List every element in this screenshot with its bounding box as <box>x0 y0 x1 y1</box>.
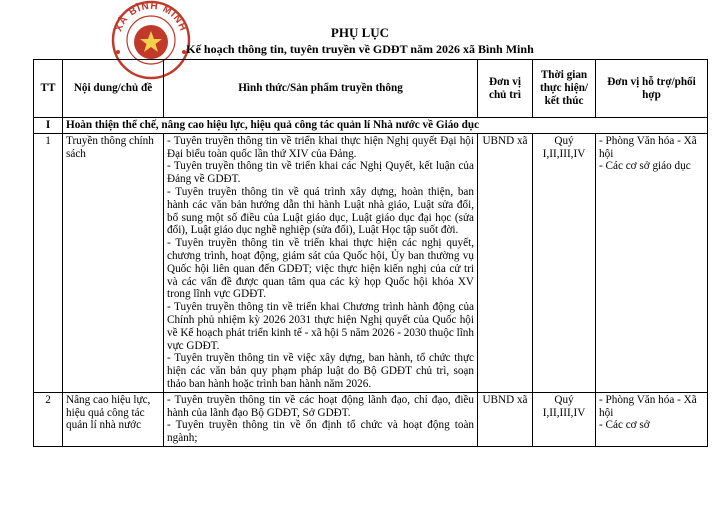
row-time: Quý I,II,III,IV <box>533 392 596 446</box>
form-item: - Tuyên truyền thông tin về triển khai thực hiện Nghị quyết Đại hội Đại biểu toàn quốc lần thứ XIV của Đảng. <box>167 134 474 160</box>
table-row <box>34 133 708 392</box>
table-row <box>34 392 708 446</box>
col-header-time: Thời gian thực hiện/ kết thúc <box>533 60 596 118</box>
col-header-content: Nội dung/chủ đề <box>63 60 164 118</box>
section-row <box>34 118 708 134</box>
col-header-partner: Đơn vị hỗ trợ/phối hợp <box>596 60 708 118</box>
form-item: - Tuyên truyền thông tin về triển khai thực hiện các nghị quyết, chương trình, hoạt động, giám sát của Quốc hội, Ủy ban thường vụ Quốc hội liên quan đến GDĐT; việc thực hiện kiến nghị của cử tri và các vấn đề được quan tâm qua các kỳ họp Quốc hội khóa XV trong lĩnh vực GDĐT. <box>167 237 474 301</box>
plan-table <box>33 59 708 447</box>
row-form <box>164 133 478 392</box>
partner-item: - Các cơ sở <box>599 419 650 432</box>
row-form <box>164 392 478 446</box>
svg-text:XÃ BÌNH MINH: XÃ BÌNH MINH <box>113 0 189 34</box>
row-owner: UBND xã <box>478 133 533 392</box>
partner-item: - Các cơ sở giáo dục <box>599 160 691 173</box>
row-number: 1 <box>34 133 63 392</box>
appendix-title: PHỤ LỤC <box>330 25 390 40</box>
form-item: - Tuyên truyền thông tin về ổn định tổ chức và hoạt động toàn ngành; <box>167 419 474 445</box>
section-title: Hoàn thiện thể chế, nâng cao hiệu lực, hiệu quả công tác quản lí Nhà nước về Giáo dục <box>63 118 708 134</box>
form-item: - Tuyên truyền thông tin về triển khai Chương trình hành động của Chính phủ nhiệm kỳ 2026 2031 thực hiện Nghị quyết của Quốc hội về Kế hoạch phát triển kinh tế - xã hội 5 năm 2026 - 2030 thuộc lĩnh vực GDĐT. <box>167 301 474 352</box>
row-partner <box>596 133 708 392</box>
form-item: - Tuyên truyền thông tin về việc xây dựng, ban hành, tổ chức thực hiện các văn bản quy phạm pháp luật do Bộ GDĐT chủ trì, soạn thảo ban hành hoặc trình ban hành năm 2026. <box>167 352 474 390</box>
table-header-row <box>34 60 708 118</box>
form-item: - Tuyên truyền thông tin về các hoạt động lãnh đạo, chỉ đạo, điều hành của lãnh đạo Bộ GDĐT, Sở GDĐT. <box>167 393 474 419</box>
partner-item: - Phòng Văn hóa - Xã hội <box>599 393 697 419</box>
plan-subtitle: Kế hoạch thông tin, tuyên truyền về GDĐT năm 2026 xã Bình Minh <box>186 42 534 56</box>
row-partner <box>596 392 708 446</box>
row-content: Nâng cao hiệu lực, hiệu quả công tác quản lí nhà nước <box>63 392 164 446</box>
col-header-tt: TT <box>34 60 63 118</box>
partner-item: - Phòng Văn hóa - Xã hội <box>599 134 697 160</box>
col-header-owner: Đơn vị chủ trì <box>478 60 533 118</box>
section-number: I <box>34 118 63 134</box>
row-number: 2 <box>34 392 63 446</box>
form-item: - Tuyên truyền thông tin về triển khai các Nghị Quyết, kết luận của Đảng về GDĐT. <box>167 160 474 186</box>
form-item: - Tuyên truyền thông tin về quá trình xây dựng, hoàn thiện, ban hành các văn bản hướng dẫn thi hành Luật nhà giáo, Luật sửa đổi, bổ sung một số điều của Luật giáo dục, Luật giáo dục đại học (sửa đổi), Luật giáo dục nghề nghiệp (sửa đổi), Luật Học tập suốt đời. <box>167 185 474 237</box>
row-owner: UBND xã <box>478 392 533 446</box>
row-content: Truyền thông chính sách <box>63 133 164 392</box>
row-time: Quý I,II,III,IV <box>533 133 596 392</box>
col-header-form: Hình thức/Sản phẩm truyền thông <box>164 60 478 118</box>
